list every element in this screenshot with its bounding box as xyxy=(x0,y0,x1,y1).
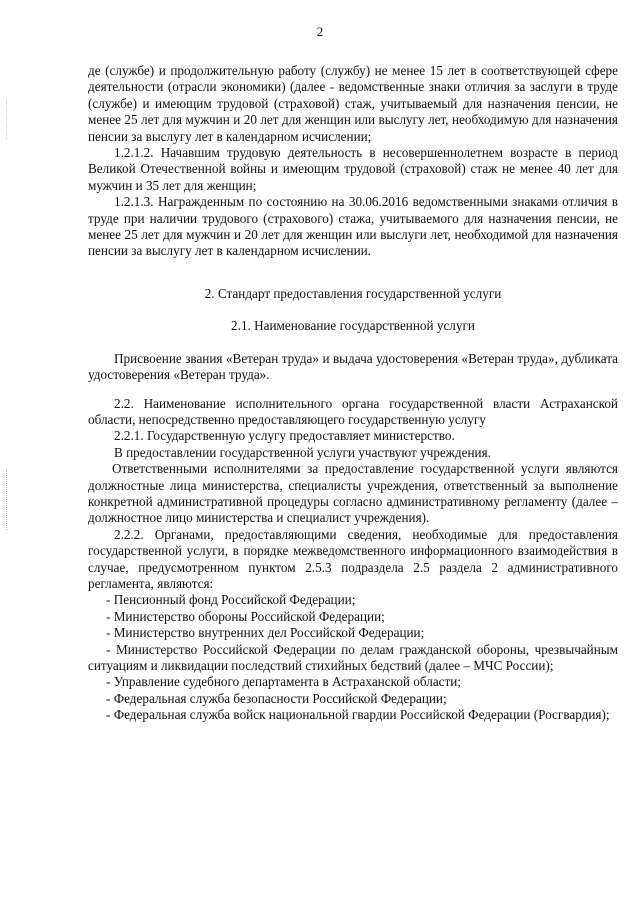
paragraph-2-2-1: 2.2.1. Государственную услугу предоставляет министерство. xyxy=(114,428,455,444)
list-item: - Министерство Российской Федерации по делам гражданской обороны, чрезвычайным ситуациям и ликвидации последствий стихийных бедствий (далее – МЧС России); xyxy=(88,641,618,673)
list-item: - Министерство внутренних дел Российской Федерации; xyxy=(106,625,425,641)
margin-scan-marks xyxy=(6,470,9,530)
list-item: - Управление судебного департамента в Астраханской области; xyxy=(106,674,462,690)
list-item: - Федеральная служба войск национальной гвардии Российской Федерации (Росгвардия); xyxy=(106,707,610,723)
paragraph-1-2-1-3: 1.2.1.3. Награжденным по состоянию на 30.06.2016 ведомственными знаками отличия в труде при наличии трудового (страхового) стажа, учитываемого для назначения пенсии, не менее 25 лет для мужчин и 20 лет для женщин или выслуги лет, необходимой для назначения пенсии за выслугу лет в календарном исчислении. xyxy=(88,194,618,259)
list-item: - Пенсионный фонд Российской Федерации; xyxy=(106,592,356,608)
page-number: 2 xyxy=(316,24,324,39)
section-heading-2: 2. Стандарт предоставления государственной услуги xyxy=(204,285,502,301)
subsection-heading-2-1: 2.1. Наименование государственной услуги xyxy=(231,318,475,334)
paragraph-participants: В предоставлении государственной услуги участвуют учреждения. xyxy=(114,444,491,460)
paragraph-service-name: Присвоение звания «Ветеран труда» и выдача удостоверения «Ветеран труда», дубликата удостоверения «Ветеран труда». xyxy=(88,350,618,383)
paragraph-2-2-2: 2.2.2. Органами, предоставляющими сведения, необходимые для предоставления государственной услуги, в порядке межведомственного информационного взаимодействия в случае, предусмотренном пунктом 2.5.3 подраздела 2.5 раздела 2 административного регламента, являются: xyxy=(88,526,618,591)
paragraph-continuation: де (службе) и продолжительную работу (службу) не менее 15 лет в соответствующей сфере деятельности (отрасли экономики) (далее - ведомственные знаки отличия за заслуги в труде (службе) и имеющим трудовой (страховой) стаж, учитываемый для назначения пенсии, не менее 25 лет для мужчин и 20 лет для женщин или выслугу лет, необходимую для назначения пенсии за выслугу лет в календарном исчислении; xyxy=(88,63,618,144)
document-body xyxy=(88,63,618,724)
subsection-heading-2-2: 2.2. Наименование исполнительного органа государственной власти Астраханской области, непосредственно предоставляющего государственную услугу xyxy=(88,395,618,427)
paragraph-1-2-1-2: 1.2.1.2. Начавшим трудовую деятельность в несовершеннолетнем возрасте в период Великой Отечественной войны и имеющим трудовой (страховой) стаж не менее 40 лет для мужчин и 35 лет для женщин; xyxy=(88,145,618,193)
margin-scan-marks-top xyxy=(6,100,9,140)
list-item: - Федеральная служба безопасности Российской Федерации; xyxy=(106,690,447,706)
paragraph-responsible: Ответственными исполнителями за предоставление государственной услуги являются должностные лица министерства, специалисты учреждения, ответственный за выполнение конкретной административной процедуры согласно административному регламенту (далее – должностное лицо министерства и специалист учреждения). xyxy=(88,461,618,526)
list-item: - Министерство обороны Российской Федерации; xyxy=(106,608,385,624)
